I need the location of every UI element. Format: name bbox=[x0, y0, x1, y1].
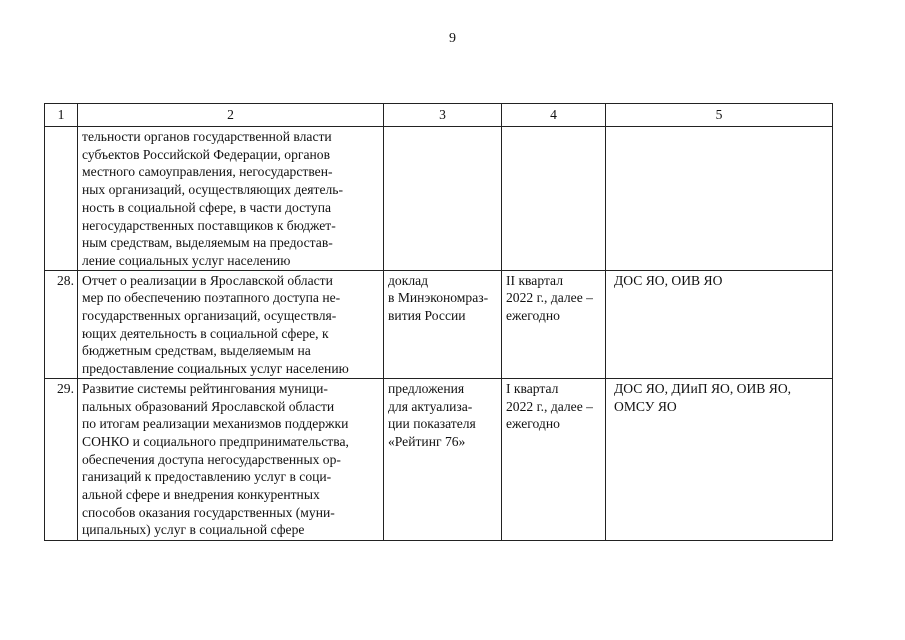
row-number bbox=[45, 127, 78, 271]
description-cell bbox=[78, 378, 384, 540]
description-line: предоставление социальных услуг населению bbox=[82, 361, 349, 377]
deadline-line: ежегодно bbox=[506, 308, 560, 324]
responsible-line: ДОС ЯО, ДИиП ЯО, ОИВ ЯО, bbox=[614, 380, 792, 396]
result-cell bbox=[384, 378, 502, 540]
result-line: для актуализа- bbox=[388, 398, 473, 414]
description-line: способов оказания государственных (муни- bbox=[82, 504, 335, 520]
description-line: тельности органов государственной власти bbox=[82, 129, 332, 144]
result-cell bbox=[384, 270, 502, 378]
description-line: ганизаций к предоставлению услуг в соци- bbox=[82, 469, 332, 485]
result-line: «Рейтинг 76» bbox=[388, 433, 466, 449]
description-cell bbox=[78, 127, 384, 271]
deadline-line: II квартал bbox=[506, 272, 563, 288]
responsible-cell bbox=[606, 127, 833, 271]
description-line: государственных организаций, осуществля- bbox=[82, 308, 337, 324]
deadline-line: I квартал bbox=[506, 380, 559, 396]
description-cell bbox=[78, 270, 384, 378]
description-line: ных организаций, осуществляющих деятель- bbox=[82, 182, 344, 198]
deadline-cell bbox=[502, 127, 606, 271]
description-line: негосударственных поставщиков к бюджет- bbox=[82, 217, 336, 233]
header-cell-2: 2 bbox=[78, 104, 384, 127]
description-line: ность в социальной сфере, в части доступа bbox=[82, 199, 332, 215]
deadline-cell bbox=[502, 270, 606, 378]
description-line: обеспечения доступа негосударственных ор- bbox=[82, 451, 341, 467]
result-line: вития России bbox=[388, 308, 466, 324]
responsible-cell bbox=[606, 378, 833, 540]
responsible-line: ДОС ЯО, ОИВ ЯО bbox=[614, 272, 723, 288]
row-number: 28. bbox=[45, 270, 78, 378]
responsible-line: ОМСУ ЯО bbox=[614, 398, 677, 414]
description-line: альной сфере и внедрения конкурентных bbox=[82, 487, 320, 503]
description-line: мер по обеспечению поэтапного доступа не- bbox=[82, 290, 341, 306]
description-line: Отчет о реализации в Ярославской области bbox=[82, 272, 333, 288]
result-line: ции показателя bbox=[388, 416, 476, 432]
header-cell-3: 3 bbox=[384, 104, 502, 127]
header-cell-1: 1 bbox=[45, 104, 78, 127]
deadline-line: 2022 г., далее – bbox=[506, 290, 593, 306]
table-row bbox=[45, 378, 833, 540]
description-line: местного самоуправления, негосударствен- bbox=[82, 164, 333, 180]
description-line: ным средствам, выделяемым на предостав- bbox=[82, 235, 333, 251]
description-line: по итогам реализации механизмов поддержки bbox=[82, 416, 349, 432]
deadline-cell bbox=[502, 378, 606, 540]
deadline-line: 2022 г., далее – bbox=[506, 398, 593, 414]
result-line: предложения bbox=[388, 380, 465, 396]
header-cell-5: 5 bbox=[606, 104, 833, 127]
responsible-cell bbox=[606, 270, 833, 378]
description-line: бюджетным средствам, выделяемым на bbox=[82, 343, 311, 359]
description-line: субъектов Российской Федерации, органов bbox=[82, 146, 330, 162]
deadline-line: ежегодно bbox=[506, 416, 560, 432]
header-cell-4: 4 bbox=[502, 104, 606, 127]
result-line: в Минэкономраз- bbox=[388, 290, 489, 306]
description-line: СОНКО и социального предпринимательства, bbox=[82, 433, 349, 449]
table-header-row bbox=[45, 104, 833, 127]
page-number: 9 bbox=[449, 31, 456, 46]
description-line: ление социальных услуг населению bbox=[82, 252, 291, 268]
row-number: 29. bbox=[45, 378, 78, 540]
description-line: ющих деятельность в социальной сфере, к bbox=[82, 325, 329, 341]
description-line: пальных образований Ярославской области bbox=[82, 398, 335, 414]
table-row bbox=[45, 270, 833, 378]
description-line: Развитие системы рейтингования муници- bbox=[82, 380, 328, 396]
plan-table bbox=[44, 103, 833, 541]
table-row bbox=[45, 127, 833, 271]
description-line: ципальных) услуг в социальной сфере bbox=[82, 522, 305, 538]
result-cell bbox=[384, 127, 502, 271]
result-line: доклад bbox=[388, 272, 429, 288]
